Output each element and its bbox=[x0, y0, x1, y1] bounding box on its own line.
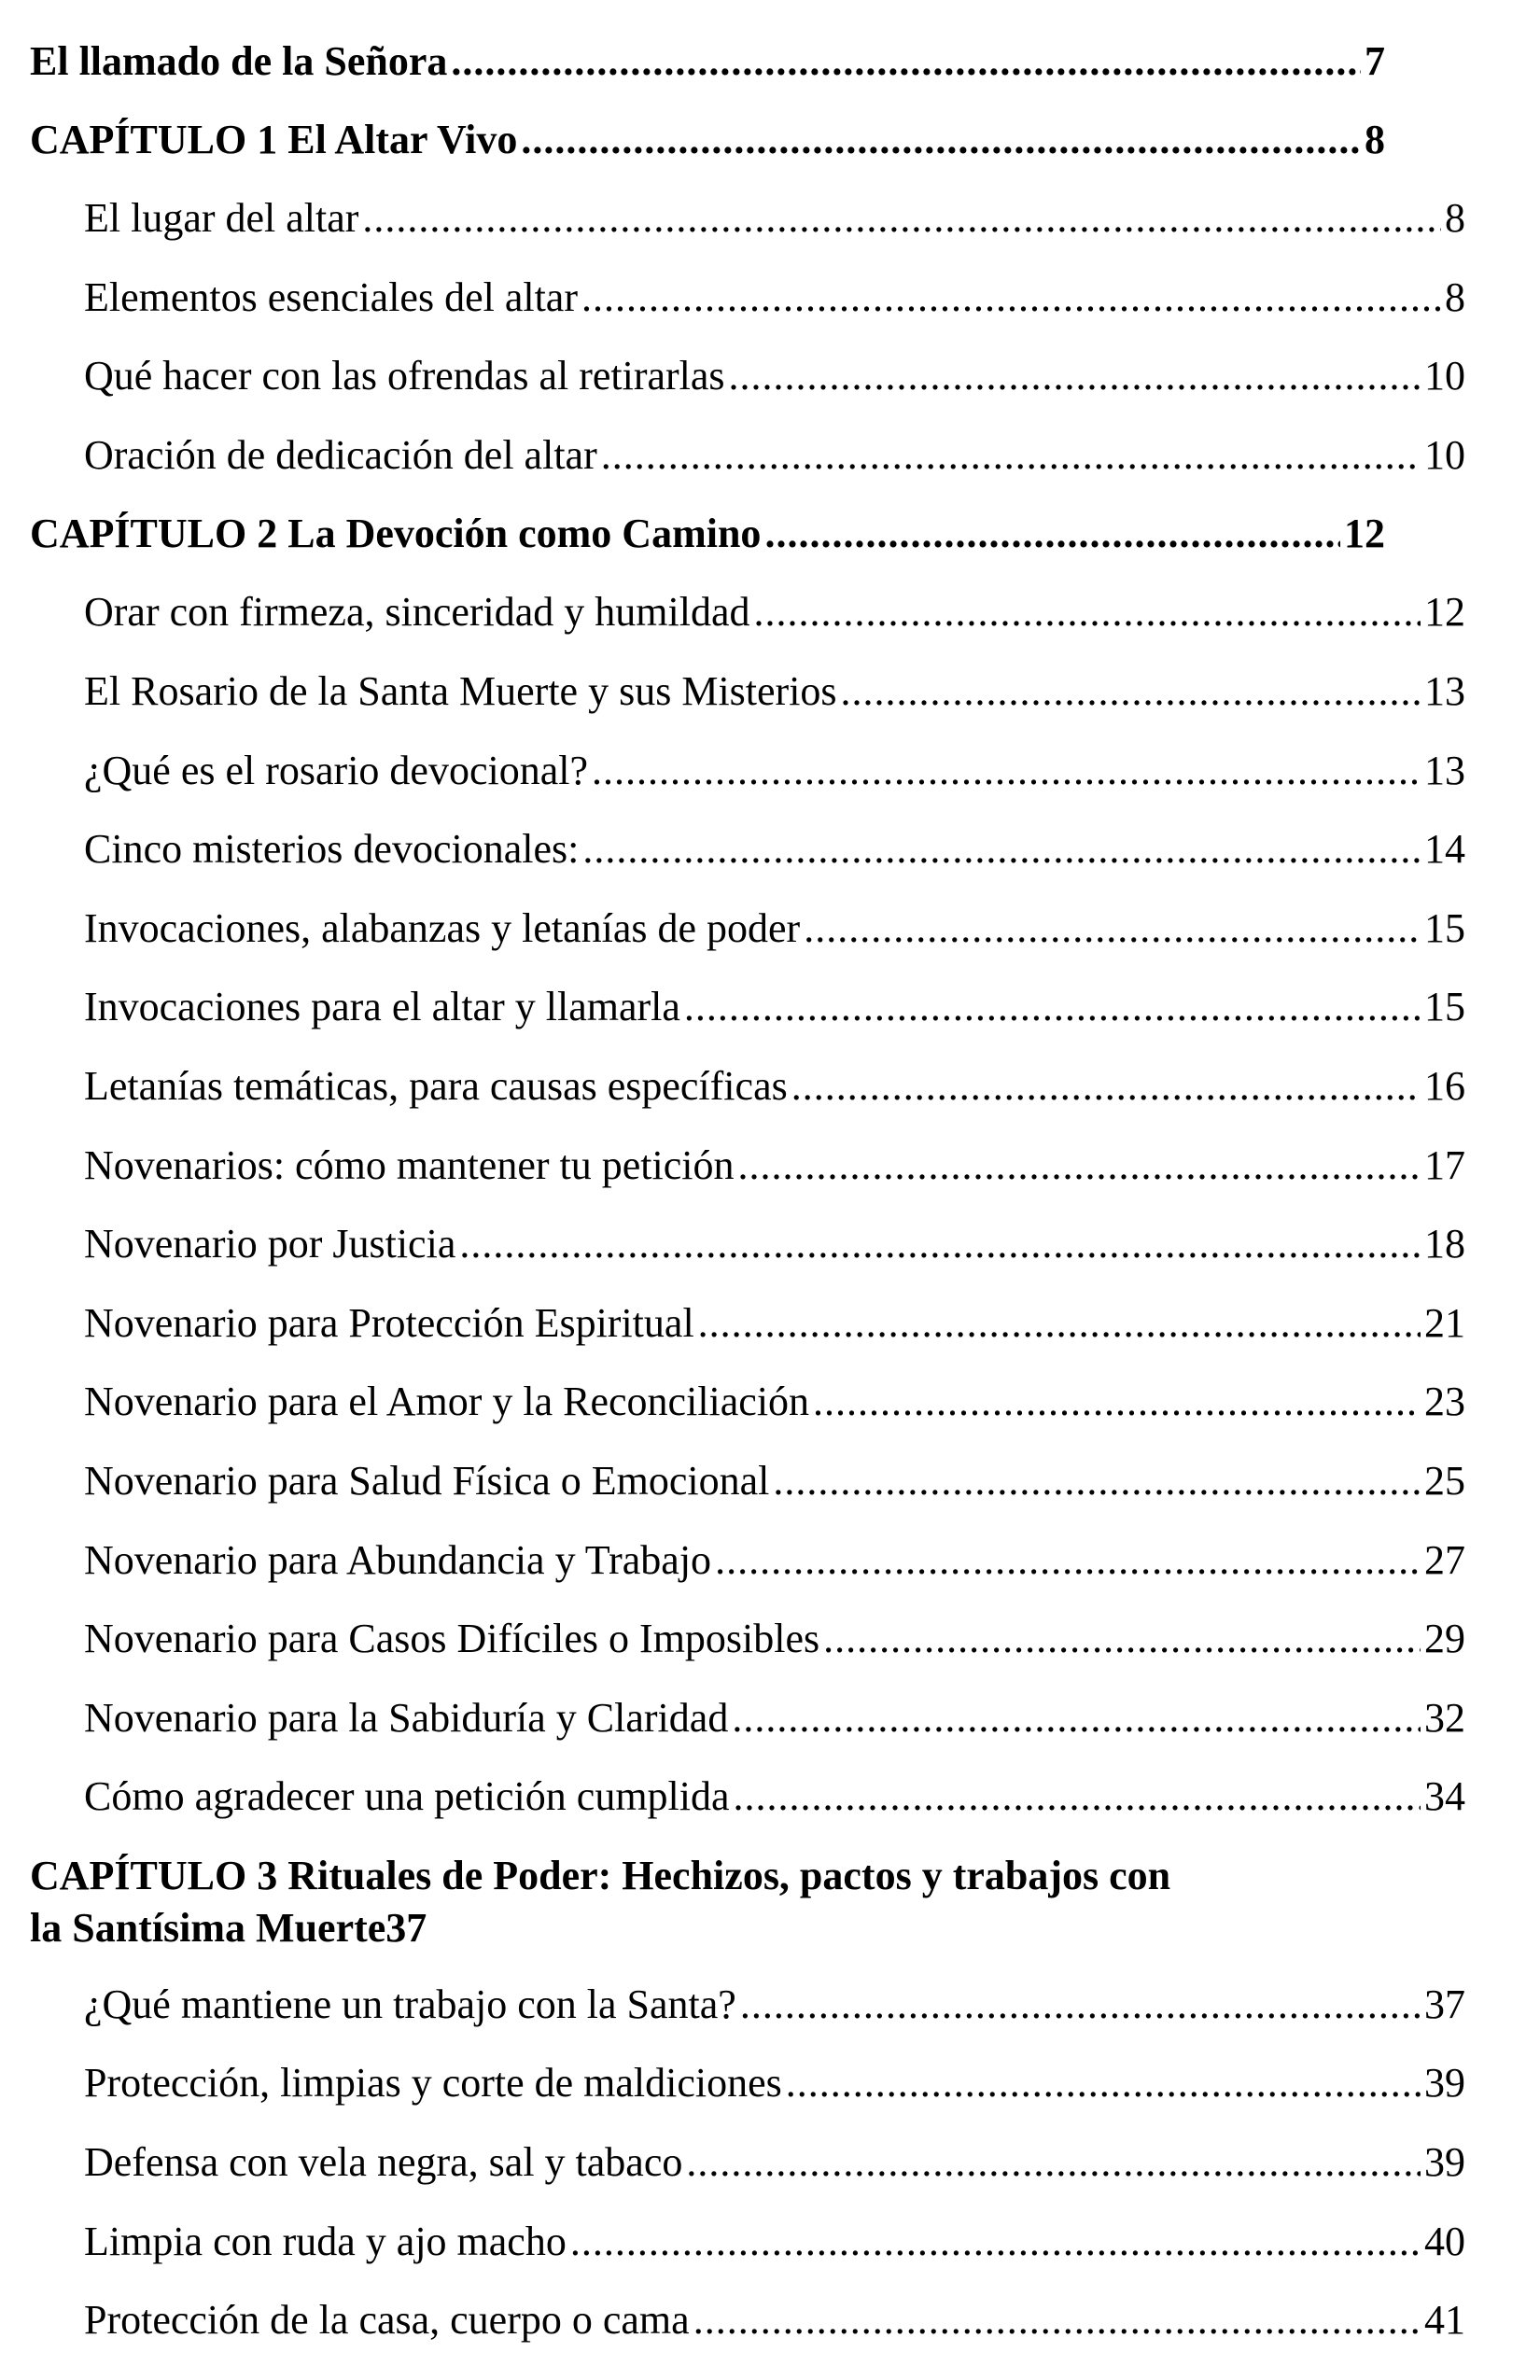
toc-entry-title: Cinco misterios devocionales: bbox=[84, 826, 580, 873]
toc-chapter-entry[interactable] bbox=[30, 101, 1385, 179]
toc-entry-page: 12 bbox=[1344, 511, 1385, 557]
toc-entry-title: Defensa con vela negra, sal y tabaco bbox=[84, 2139, 683, 2186]
toc-entry-page: 8 bbox=[1365, 117, 1385, 162]
toc-section-entry[interactable] bbox=[30, 2203, 1465, 2282]
toc-entry-page: 25 bbox=[1424, 1457, 1465, 1504]
toc-section-entry[interactable] bbox=[30, 810, 1465, 889]
toc-entry-title: Elementos esenciales del altar bbox=[84, 273, 578, 320]
dot-leader bbox=[729, 337, 1421, 416]
toc-section-entry[interactable] bbox=[30, 1205, 1465, 1284]
toc-entry-page: 27 bbox=[1424, 1536, 1465, 1583]
toc-entry-page: 40 bbox=[1424, 2218, 1465, 2264]
toc-section-entry[interactable] bbox=[30, 1966, 1465, 2045]
dot-leader bbox=[813, 1363, 1421, 1442]
dot-leader bbox=[764, 495, 1340, 573]
toc-entry-title: Limpia con ruda y ajo macho bbox=[84, 2218, 567, 2264]
toc-entry-title: ¿Qué es el rosario devocional? bbox=[84, 747, 588, 793]
toc-entry-title: Protección de la casa, cuerpo o cama bbox=[84, 2297, 690, 2344]
toc-section-entry[interactable] bbox=[30, 1600, 1465, 1679]
toc-entry-page: 15 bbox=[1424, 904, 1465, 951]
dot-leader bbox=[804, 889, 1421, 969]
toc-entry-title: Novenario para Salud Física o Emocional bbox=[84, 1457, 770, 1504]
toc-entry-page: 13 bbox=[1424, 667, 1465, 714]
dot-leader bbox=[737, 1127, 1421, 1206]
toc-entry-page: 8 bbox=[1445, 273, 1465, 320]
dot-leader bbox=[459, 1205, 1421, 1284]
toc-entry-page: 15 bbox=[1424, 984, 1465, 1030]
toc-section-entry[interactable] bbox=[30, 1757, 1465, 1837]
toc-section-entry[interactable] bbox=[30, 1679, 1465, 1758]
dot-leader bbox=[582, 810, 1421, 889]
toc-entry-page: 17 bbox=[1424, 1141, 1465, 1188]
toc-entry-title: El lugar del altar bbox=[84, 195, 359, 241]
toc-entry-title: CAPÍTULO 3 Rituales de Poder: Hechizos, pactos y trabajos con bbox=[30, 1852, 1171, 1898]
dot-leader bbox=[686, 2123, 1421, 2203]
toc-section-entry[interactable] bbox=[30, 889, 1465, 969]
toc-entry-title: la Santísima Muerte bbox=[30, 1904, 386, 1951]
toc-block-chapters-1-2 bbox=[30, 22, 1465, 1837]
dot-leader bbox=[521, 101, 1361, 179]
toc-entry-title: ¿Qué mantiene un trabajo con la Santa? bbox=[84, 1981, 736, 2027]
toc-entry-page: 37 bbox=[385, 1904, 427, 1951]
toc-section-entry[interactable] bbox=[30, 1521, 1465, 1601]
dot-leader bbox=[754, 573, 1421, 652]
toc-entry-page: 39 bbox=[1424, 2139, 1465, 2186]
toc-entry-title: El Rosario de la Santa Muerte y sus Misterios bbox=[84, 667, 837, 714]
toc-entry-title: CAPÍTULO 1 El Altar Vivo bbox=[30, 117, 518, 162]
dot-leader bbox=[570, 2203, 1421, 2282]
toc-section-entry[interactable] bbox=[30, 652, 1465, 732]
toc-entry-page: 7 bbox=[1365, 38, 1385, 84]
toc-entry-title: Orar con firmeza, sinceridad y humildad bbox=[84, 589, 750, 636]
toc-section-entry[interactable] bbox=[30, 573, 1465, 652]
toc-section-entry[interactable] bbox=[30, 179, 1465, 259]
dot-leader bbox=[592, 732, 1421, 811]
toc-entry-title: Invocaciones para el altar y llamarla bbox=[84, 984, 680, 1030]
toc-entry-page: 14 bbox=[1424, 826, 1465, 873]
toc-section-entry[interactable] bbox=[30, 2281, 1465, 2360]
dot-leader bbox=[740, 1966, 1421, 2045]
toc-entry-title: Invocaciones, alabanzas y letanías de poder bbox=[84, 904, 801, 951]
toc-section-entry[interactable] bbox=[30, 416, 1465, 496]
toc-entry-title: CAPÍTULO 2 La Devoción como Camino bbox=[30, 511, 762, 557]
table-of-contents bbox=[30, 22, 1465, 2360]
toc-section-entry[interactable] bbox=[30, 1127, 1465, 1206]
toc-entry-page: 12 bbox=[1424, 589, 1465, 636]
dot-leader bbox=[362, 179, 1441, 259]
toc-entry-page: 10 bbox=[1424, 431, 1465, 478]
dot-leader bbox=[693, 2281, 1421, 2360]
dot-leader bbox=[684, 968, 1421, 1047]
dot-leader bbox=[715, 1521, 1421, 1601]
toc-section-entry[interactable] bbox=[30, 968, 1465, 1047]
toc-section-entry[interactable] bbox=[30, 1284, 1465, 1364]
dot-leader bbox=[698, 1284, 1421, 1364]
dot-leader bbox=[791, 1047, 1421, 1127]
toc-section-entry[interactable] bbox=[30, 1363, 1465, 1442]
toc-section-entry[interactable] bbox=[30, 259, 1465, 338]
toc-section-entry[interactable] bbox=[30, 2123, 1465, 2203]
toc-entry-title: Novenario por Justicia bbox=[84, 1221, 456, 1267]
toc-entry-page: 8 bbox=[1445, 195, 1465, 241]
toc-entry-page: 37 bbox=[1424, 1981, 1465, 2027]
toc-section-entry[interactable] bbox=[30, 732, 1465, 811]
toc-entry-title: Novenario para Protección Espiritual bbox=[84, 1299, 694, 1346]
dot-leader bbox=[841, 652, 1421, 732]
toc-entry-page: 39 bbox=[1424, 2060, 1465, 2107]
toc-section-entry[interactable] bbox=[30, 1047, 1465, 1127]
toc-block-chapter-3 bbox=[30, 1966, 1465, 2360]
toc-entry-title: Novenario para el Amor y la Reconciliación bbox=[84, 1379, 810, 1425]
toc-section-entry[interactable] bbox=[30, 2044, 1465, 2123]
toc-entry-title: Novenario para Abundancia y Trabajo bbox=[84, 1536, 712, 1583]
dot-leader bbox=[451, 22, 1361, 101]
toc-entry-page: 34 bbox=[1424, 1773, 1465, 1820]
toc-section-entry[interactable] bbox=[30, 337, 1465, 416]
dot-leader bbox=[773, 1442, 1421, 1521]
toc-entry-title: Novenario para Casos Difíciles o Imposibles bbox=[84, 1616, 820, 1662]
toc-entry-title: Letanías temáticas, para causas específicas bbox=[84, 1062, 788, 1109]
toc-entry-title: Novenarios: cómo mantener tu petición bbox=[84, 1141, 735, 1188]
toc-entry-page: 32 bbox=[1424, 1694, 1465, 1741]
dot-leader bbox=[601, 416, 1421, 496]
toc-section-entry[interactable] bbox=[30, 1442, 1465, 1521]
dot-leader bbox=[581, 259, 1441, 338]
dot-leader bbox=[786, 2044, 1421, 2123]
toc-entry-title: Qué hacer con las ofrendas al retirarlas bbox=[84, 353, 725, 399]
toc-chapter-entry[interactable] bbox=[30, 22, 1385, 101]
toc-entry-page: 29 bbox=[1424, 1616, 1465, 1662]
toc-entry-page: 21 bbox=[1424, 1299, 1465, 1346]
toc-entry-page: 18 bbox=[1424, 1221, 1465, 1267]
toc-entry-title: El llamado de la Señora bbox=[30, 38, 448, 84]
toc-entry-page: 16 bbox=[1424, 1062, 1465, 1109]
toc-chapter-entry[interactable] bbox=[30, 1837, 1385, 1966]
toc-entry-title: Protección, limpias y corte de maldiciones bbox=[84, 2060, 782, 2107]
dot-leader bbox=[734, 1757, 1421, 1837]
toc-entry-page: 41 bbox=[1424, 2297, 1465, 2344]
dot-leader bbox=[823, 1600, 1421, 1679]
toc-entry-page: 10 bbox=[1424, 353, 1465, 399]
toc-entry-page: 13 bbox=[1424, 747, 1465, 793]
toc-entry-title: Novenario para la Sabiduría y Claridad bbox=[84, 1694, 729, 1741]
dot-leader bbox=[732, 1679, 1421, 1758]
toc-entry-page: 23 bbox=[1424, 1379, 1465, 1425]
toc-chapter-entry[interactable] bbox=[30, 495, 1385, 573]
toc-entry-title: Cómo agradecer una petición cumplida bbox=[84, 1773, 730, 1820]
toc-entry-title: Oración de dedicación del altar bbox=[84, 431, 597, 478]
